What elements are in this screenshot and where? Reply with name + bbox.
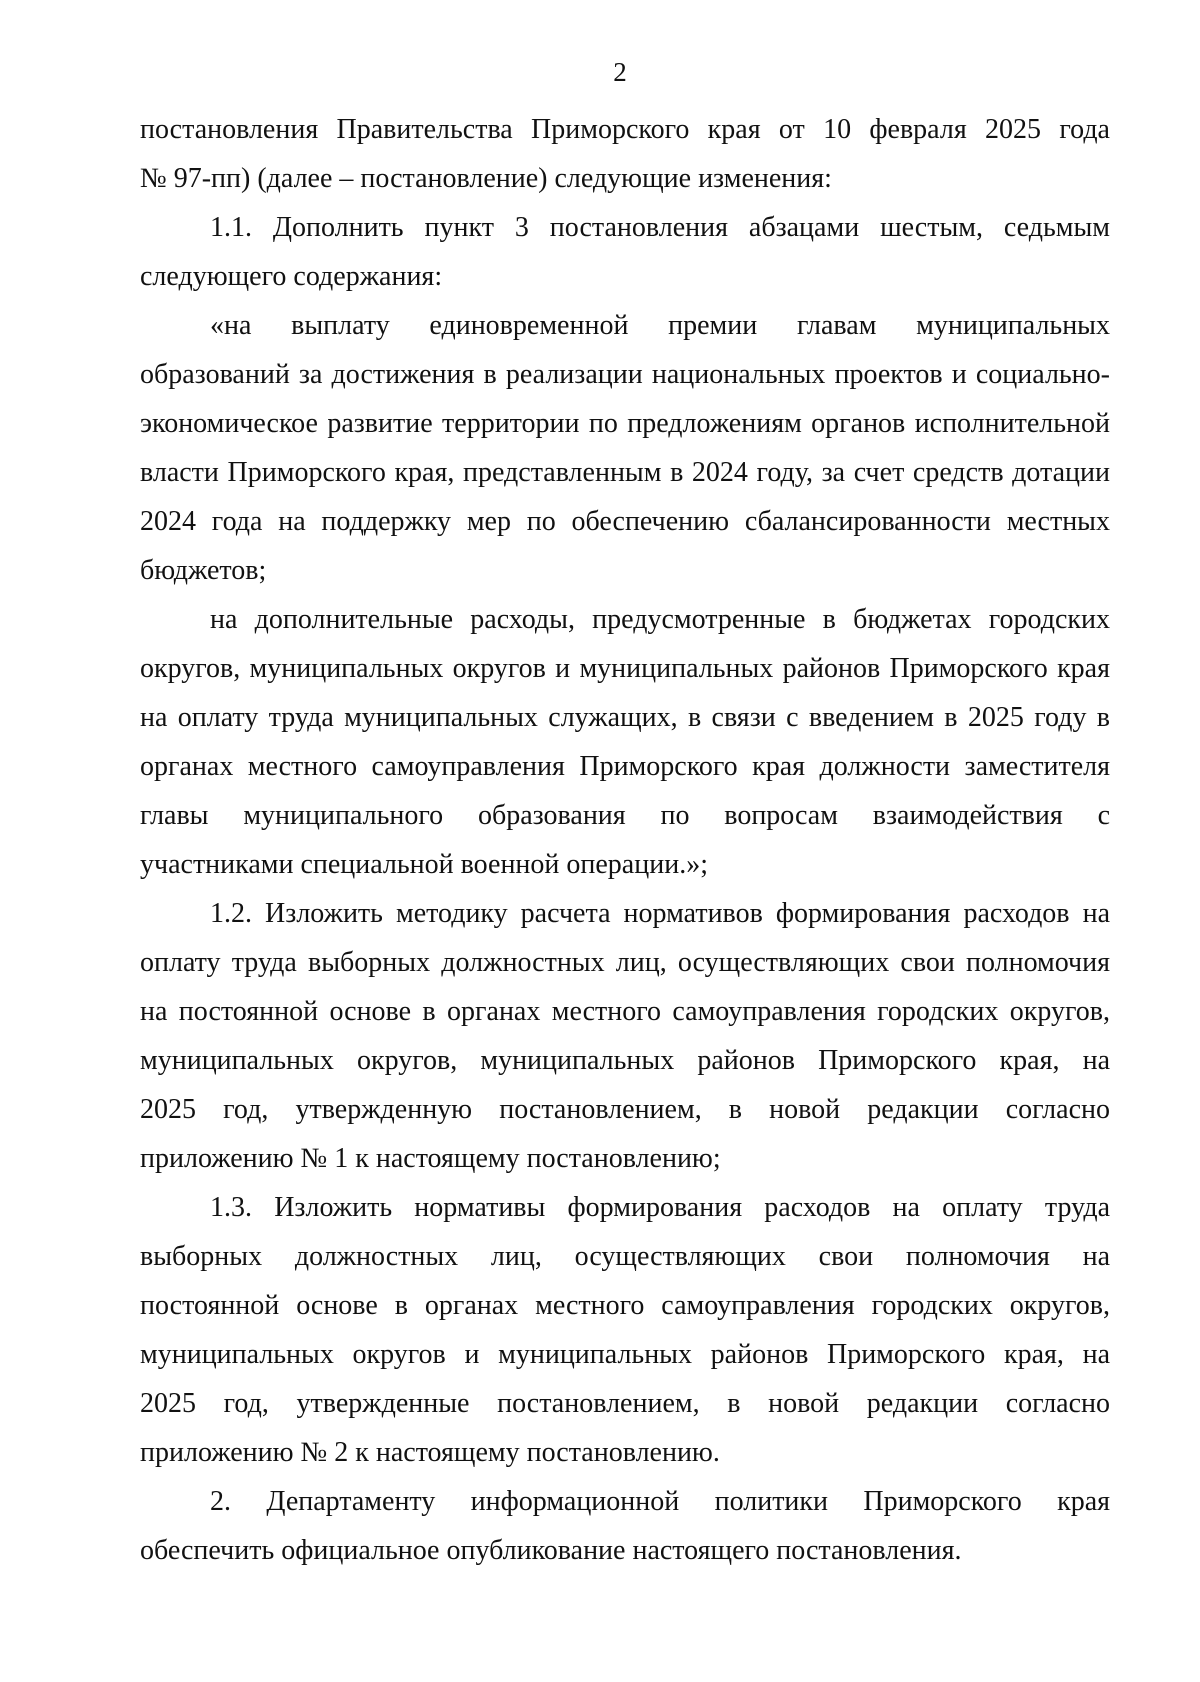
text-line: на постоянной основе в органах местного самоуправления городских округов, [140,996,1110,1027]
page-number: 2 [613,57,627,87]
text-line: муниципальных округов, муниципальных районов Приморского края, на [140,1045,1110,1076]
text-line: участниками специальной военной операции.»; [140,849,708,880]
paragraph-quote-2 [140,595,1110,889]
paragraph-quote-1 [140,301,1110,595]
text-line: 1.3. Изложить нормативы формирования расходов на оплату труда [210,1192,1110,1223]
paragraph-item-1-1 [140,203,1110,301]
paragraph-item-1-3 [140,1183,1110,1477]
text-line: 1.1. Дополнить пункт 3 постановления абзацами шестым, седьмым [210,212,1110,243]
text-line: приложению № 1 к настоящему постановлению; [140,1143,721,1174]
text-line: муниципальных округов и муниципальных районов Приморского края, на [140,1339,1110,1370]
document-body [140,105,1110,1575]
text-line: 2. Департаменту информационной политики Приморского края [210,1486,1110,1517]
text-line: 2025 год, утвержденную постановлением, в новой редакции согласно [140,1094,1110,1125]
text-line: на дополнительные расходы, предусмотренные в бюджетах городских [210,604,1110,635]
text-line: 1.2. Изложить методику расчета нормативов формирования расходов на [210,898,1110,929]
text-line: округов, муниципальных округов и муниципальных районов Приморского края [140,653,1110,684]
text-line: оплату труда выборных должностных лиц, осуществляющих свои полномочия [140,947,1110,978]
text-line: главы муниципального образования по вопросам взаимодействия с [140,800,1110,831]
text-line: 2024 года на поддержку мер по обеспечению сбалансированности местных [140,506,1110,537]
text-line: приложению № 2 к настоящему постановлению. [140,1437,720,1468]
text-line: обеспечить официальное опубликование настоящего постановления. [140,1535,962,1566]
text-line: постановления Правительства Приморского края от 10 февраля 2025 года [140,114,1110,145]
text-line: экономическое развитие территории по предложениям органов исполнительной [140,408,1110,439]
text-line: постоянной основе в органах местного самоуправления городских округов, [140,1290,1110,1321]
text-line: органах местного самоуправления Приморского края должности заместителя [140,751,1110,782]
text-line: «на выплату единовременной премии главам муниципальных [210,310,1110,341]
text-line: следующего содержания: [140,261,443,292]
paragraph-item-1-2 [140,889,1110,1183]
text-line: 2025 год, утвержденные постановлением, в новой редакции согласно [140,1388,1110,1419]
paragraph-intro [140,105,1110,203]
text-line: образований за достижения в реализации национальных проектов и социально- [140,359,1110,390]
text-line: власти Приморского края, представленным в 2024 году, за счет средств дотации [140,457,1110,488]
paragraph-item-2 [140,1477,1110,1575]
text-line: бюджетов; [140,555,267,586]
text-line: на оплату труда муниципальных служащих, в связи с введением в 2025 году в [140,702,1110,733]
text-line: № 97-пп) (далее – постановление) следующие изменения: [140,163,832,194]
text-line: выборных должностных лиц, осуществляющих свои полномочия на [140,1241,1110,1272]
